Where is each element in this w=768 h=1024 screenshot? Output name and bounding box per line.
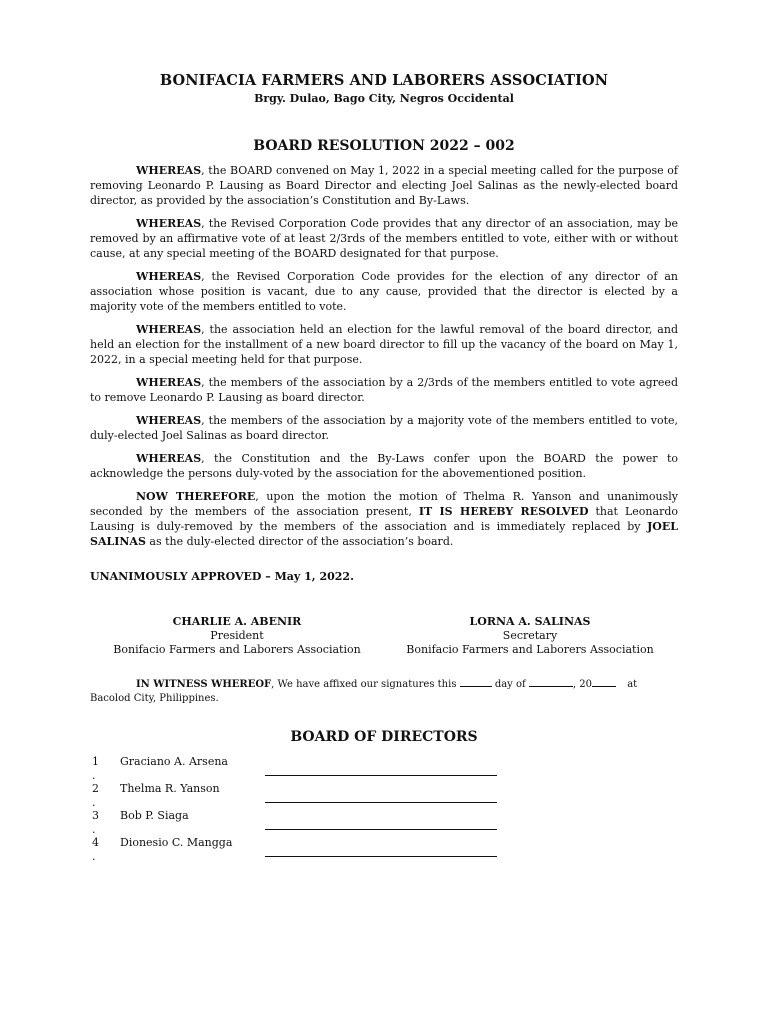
whereas-clause: WHEREAS, the Revised Corporation Code provides that any director of an association, may be removed by an affirmative vote of at least 2/3rds of the members entitled to vote, either with or without cause, at any special meeting of the BOARD designated for that purpose.: [90, 217, 678, 260]
signature-line: [265, 856, 497, 857]
director-name: Thelma R. Yanson: [120, 782, 220, 795]
signatory-president: [92, 615, 382, 657]
witness-clause: IN WITNESS WHEREOF, We have affixed our signatures this day of , 20 at Bacolod City, Philippines.: [90, 679, 638, 704]
resolution-body: [90, 163, 678, 557]
whereas-clause: WHEREAS, the members of the association by a 2/3rds of the members entitled to vote agreed to remove Leonardo P. Lausing as board director.: [90, 376, 678, 404]
whereas-clause: WHEREAS, the association held an election for the lawful removal of the board director, and held an election for the installment of a new board director to fill up the vacancy of the board on May 1, 2022, in a special meeting held for that purpose.: [90, 323, 678, 366]
signatory-org: Bonifacio Farmers and Laborers Association: [113, 643, 361, 656]
signatory-secretary: [385, 615, 675, 657]
resolved-clause: NOW THEREFORE, upon the motion the motion of Thelma R. Yanson and unanimously seconded by the members of the association present, IT IS HEREBY RESOLVED that Leonardo Lausing is duly-removed by the members of the association and is immediately replaced by JOEL SALINAS as the duly-elected director of the association’s board.: [90, 490, 679, 548]
day-blank: [460, 677, 492, 687]
director-name: Bob P. Siaga: [120, 809, 189, 822]
whereas-clause: WHEREAS, the BOARD convened on May 1, 2022 in a special meeting called for the purpose of removing Leonardo P. Lausing as Board Director and electing Joel Salinas as the newly-elected board director, as provided by the association’s Constitution and By-Laws.: [90, 164, 678, 207]
board-of-directors-title: BOARD OF DIRECTORS: [290, 729, 478, 745]
signature-line: [265, 775, 497, 776]
director-name: Dionesio C. Mangga: [120, 836, 233, 849]
whereas-clause: WHEREAS, the members of the association by a majority vote of the members entitled to vote, duly-elected Joel Salinas as board director.: [90, 414, 678, 442]
signatory-position: Secretary: [502, 629, 558, 642]
approval-line: UNANIMOUSLY APPROVED – May 1, 2022.: [90, 570, 354, 583]
signature-line: [265, 829, 497, 830]
signatory-position: President: [210, 629, 264, 642]
director-name: Graciano A. Arsena: [120, 755, 228, 768]
signatory-org: Bonifacio Farmers and Laborers Association: [406, 643, 654, 656]
signatory-name: CHARLIE A. ABENIR: [172, 615, 302, 628]
resolution-title: BOARD RESOLUTION 2022 – 002: [253, 138, 515, 154]
month-blank: [529, 677, 573, 687]
organization-name: BONIFACIA FARMERS AND LABORERS ASSOCIATION: [159, 72, 609, 89]
organization-address: Brgy. Dulao, Bago City, Negros Occidental: [254, 92, 514, 105]
signatory-name: LORNA A. SALINAS: [469, 615, 591, 628]
whereas-clause: WHEREAS, the Revised Corporation Code provides for the election of any director of an association whose position is vacant, due to any cause, provided that the director is elected by a majority vote of the members entitled to vote.: [90, 270, 678, 313]
signature-line: [265, 802, 497, 803]
document-page: BONIFACIA FARMERS AND LABORERS ASSOCIATION Brgy. Dulao, Bago City, Negros Occidental BOARD RESOLUTION 2022 – 002 WHEREAS, the BOARD convened on May 1, 2022 in a special meeting called for the purpose of removing Leonardo P. Lausing as Board Director and electing Joel Salinas as the newly-elected board director, as provided by the association’s Constitution and By-Laws. WHEREAS, the Revised Corporation Code provides that any director of an association, may be removed by an affirmative vote of at least 2/3rds of the members entitled to vote, either with or without cause, at any special meeting of the BOARD designated for that purpose. WHEREAS, the Revised Corporation Code provides for the election of any director of an association whose position is vacant, due to any cause, provided that the director is elected by a majority vote of the members entitled to vote. WHEREAS, the association held an election for the lawful removal of the board director, and held an election for the installment of a new board director to fill up the vacancy of the board on May 1, 2022, in a special meeting held for that purpose. WHEREAS, the members of the association by a 2/3rds of the members entitled to vote agreed to remove Leonardo P. Lausing as board director. WHEREAS, the members of the association by a majority vote of the members entitled to vote, duly-elected Joel Salinas as board director. WHEREAS, the Constitution and the By-Laws confer upon the BOARD the power to acknowledge the persons duly-voted by the association for the abovementioned position. NOW THEREFORE, upon the motion the motion of Thelma R. Yanson and unanimously seconded by the members of the association present, IT IS HEREBY RESOLVED that Leonardo Lausing is duly-removed by the members of the association and is immediately replaced by JOEL SALINAS as the duly-elected director of the association’s board. UNANIMOUSLY APPROVED – May 1, 2022. CHARLIE A. ABENIR President Bonifacio Farmers and Laborers Association LORNA A. SALINAS Secretary Bonifacio Farmers and Laborers Association IN WITNESS WHEREOF, We have affixed our signatures this day of , 20 at Bacolod City, Philippines. BOARD OF DIRECTORS 1 . Graciano A. Arsena 2 . Thelma R. Yanson 3 . Bob P. Siaga 4 . Dionesio C. Mangga: [0, 0, 768, 1024]
whereas-clause: WHEREAS, the Constitution and the By-Laws confer upon the BOARD the power to acknowledge the persons duly-voted by the association for the abovementioned position.: [90, 452, 678, 480]
year-blank: [592, 677, 616, 687]
